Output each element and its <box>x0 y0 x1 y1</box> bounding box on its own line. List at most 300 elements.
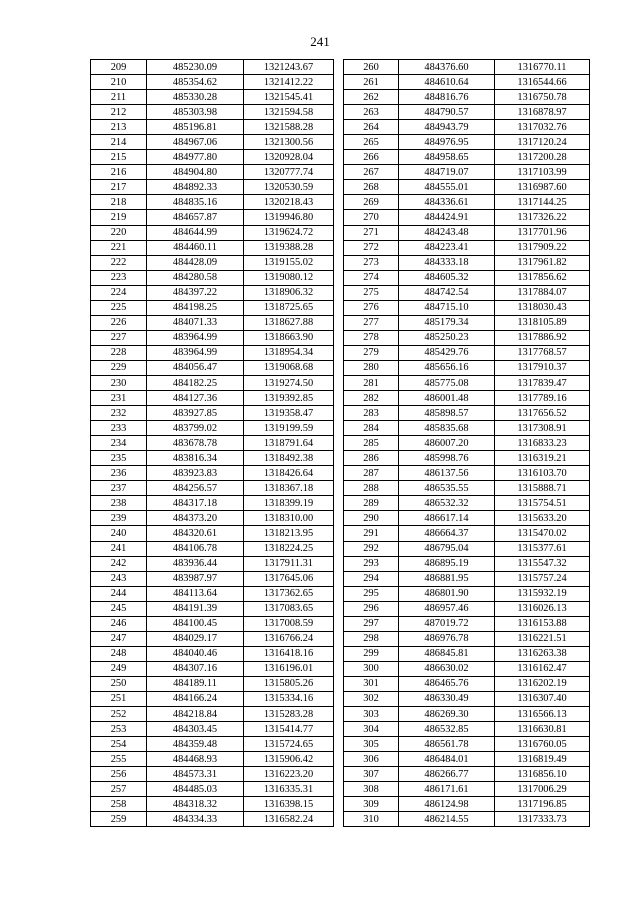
table-row <box>344 451 590 466</box>
table-row <box>344 436 590 451</box>
y-coordinate-cell: 1316307.40 <box>495 691 590 706</box>
table-row <box>91 616 334 631</box>
table-row <box>344 541 590 556</box>
point-number-cell: 229 <box>91 360 147 375</box>
table-row <box>344 270 590 285</box>
table-row <box>91 375 334 390</box>
y-coordinate-cell: 1316263.38 <box>495 646 590 661</box>
table-row <box>91 391 334 406</box>
point-number-cell: 297 <box>344 616 399 631</box>
y-coordinate-cell: 1317886.92 <box>495 330 590 345</box>
table-row <box>344 135 590 150</box>
table-row <box>91 90 334 105</box>
point-number-cell: 227 <box>91 330 147 345</box>
y-coordinate-cell: 1318310.00 <box>244 511 334 526</box>
table-row <box>91 240 334 255</box>
table-row <box>344 285 590 300</box>
table-row <box>91 451 334 466</box>
point-number-cell: 247 <box>91 631 147 646</box>
x-coordinate-cell: 484644.99 <box>147 225 244 240</box>
x-coordinate-cell: 485303.98 <box>147 105 244 120</box>
y-coordinate-cell: 1317362.65 <box>244 586 334 601</box>
x-coordinate-cell: 484280.58 <box>147 270 244 285</box>
y-coordinate-cell: 1316221.51 <box>495 631 590 646</box>
table-row <box>91 436 334 451</box>
table-row <box>344 496 590 511</box>
point-number-cell: 265 <box>344 135 399 150</box>
point-number-cell: 276 <box>344 300 399 315</box>
y-coordinate-cell: 1317006.29 <box>495 782 590 797</box>
table-row <box>91 556 334 571</box>
table-row <box>344 300 590 315</box>
point-number-cell: 308 <box>344 782 399 797</box>
point-number-cell: 270 <box>344 210 399 225</box>
point-number-cell: 260 <box>344 60 399 75</box>
x-coordinate-cell: 484333.18 <box>399 255 495 270</box>
table-row <box>344 752 590 767</box>
y-coordinate-cell: 1321545.41 <box>244 90 334 105</box>
y-coordinate-cell: 1316398.15 <box>244 797 334 812</box>
x-coordinate-cell: 484719.07 <box>399 165 495 180</box>
x-coordinate-cell: 484317.18 <box>147 496 244 511</box>
x-coordinate-cell: 484460.11 <box>147 240 244 255</box>
y-coordinate-cell: 1318954.34 <box>244 345 334 360</box>
y-coordinate-cell: 1317032.76 <box>495 120 590 135</box>
table-row <box>91 150 334 165</box>
x-coordinate-cell: 484397.22 <box>147 285 244 300</box>
table-row <box>91 481 334 496</box>
point-number-cell: 236 <box>91 466 147 481</box>
point-number-cell: 225 <box>91 300 147 315</box>
x-coordinate-cell: 485179.34 <box>399 315 495 330</box>
point-number-cell: 255 <box>91 752 147 767</box>
point-number-cell: 217 <box>91 180 147 195</box>
point-number-cell: 285 <box>344 436 399 451</box>
point-number-cell: 241 <box>91 541 147 556</box>
y-coordinate-cell: 1315754.51 <box>495 496 590 511</box>
x-coordinate-cell: 483799.02 <box>147 421 244 436</box>
table-row <box>344 150 590 165</box>
table-row <box>91 285 334 300</box>
point-number-cell: 288 <box>344 481 399 496</box>
point-number-cell: 223 <box>91 270 147 285</box>
table-row <box>91 752 334 767</box>
y-coordinate-cell: 1316153.88 <box>495 616 590 631</box>
y-coordinate-cell: 1315377.61 <box>495 541 590 556</box>
x-coordinate-cell: 483964.99 <box>147 345 244 360</box>
table-row <box>91 496 334 511</box>
y-coordinate-cell: 1319199.59 <box>244 421 334 436</box>
coordinates-table-left <box>90 59 334 827</box>
y-coordinate-cell: 1317645.06 <box>244 571 334 586</box>
point-number-cell: 280 <box>344 360 399 375</box>
x-coordinate-cell: 485230.09 <box>147 60 244 75</box>
x-coordinate-cell: 484320.61 <box>147 526 244 541</box>
table-row <box>91 812 334 827</box>
table-row <box>91 195 334 210</box>
x-coordinate-cell: 484071.33 <box>147 315 244 330</box>
point-number-cell: 286 <box>344 451 399 466</box>
point-number-cell: 231 <box>91 391 147 406</box>
table-row <box>344 737 590 752</box>
point-number-cell: 302 <box>344 691 399 706</box>
table-row <box>344 616 590 631</box>
table-row <box>91 270 334 285</box>
y-coordinate-cell: 1315757.24 <box>495 571 590 586</box>
point-number-cell: 224 <box>91 285 147 300</box>
x-coordinate-cell: 483936.44 <box>147 556 244 571</box>
table-row <box>91 210 334 225</box>
point-number-cell: 262 <box>344 90 399 105</box>
point-number-cell: 309 <box>344 797 399 812</box>
point-number-cell: 275 <box>344 285 399 300</box>
x-coordinate-cell: 486795.04 <box>399 541 495 556</box>
point-number-cell: 253 <box>91 722 147 737</box>
x-coordinate-cell: 483964.99 <box>147 330 244 345</box>
y-coordinate-cell: 1316103.70 <box>495 466 590 481</box>
y-coordinate-cell: 1319274.50 <box>244 375 334 390</box>
x-coordinate-cell: 484359.48 <box>147 737 244 752</box>
y-coordinate-cell: 1317768.57 <box>495 345 590 360</box>
y-coordinate-cell: 1317083.65 <box>244 601 334 616</box>
x-coordinate-cell: 484166.24 <box>147 691 244 706</box>
point-number-cell: 246 <box>91 616 147 631</box>
table-row <box>344 571 590 586</box>
y-coordinate-cell: 1320777.74 <box>244 165 334 180</box>
x-coordinate-cell: 486532.32 <box>399 496 495 511</box>
y-coordinate-cell: 1315414.77 <box>244 722 334 737</box>
table-row <box>344 556 590 571</box>
y-coordinate-cell: 1316630.81 <box>495 722 590 737</box>
table-row <box>91 646 334 661</box>
x-coordinate-cell: 484334.33 <box>147 812 244 827</box>
point-number-cell: 278 <box>344 330 399 345</box>
y-coordinate-cell: 1315470.02 <box>495 526 590 541</box>
table-row <box>344 391 590 406</box>
x-coordinate-cell: 484977.80 <box>147 150 244 165</box>
point-number-cell: 209 <box>91 60 147 75</box>
y-coordinate-cell: 1316833.23 <box>495 436 590 451</box>
x-coordinate-cell: 484958.65 <box>399 150 495 165</box>
y-coordinate-cell: 1321243.67 <box>244 60 334 75</box>
point-number-cell: 279 <box>344 345 399 360</box>
point-number-cell: 282 <box>344 391 399 406</box>
x-coordinate-cell: 486801.90 <box>399 586 495 601</box>
y-coordinate-cell: 1316026.13 <box>495 601 590 616</box>
table-row <box>344 676 590 691</box>
y-coordinate-cell: 1317200.28 <box>495 150 590 165</box>
y-coordinate-cell: 1316335.31 <box>244 782 334 797</box>
x-coordinate-cell: 486845.81 <box>399 646 495 661</box>
x-coordinate-cell: 486957.46 <box>399 601 495 616</box>
point-number-cell: 245 <box>91 601 147 616</box>
table-row <box>91 105 334 120</box>
y-coordinate-cell: 1317961.82 <box>495 255 590 270</box>
y-coordinate-cell: 1315906.42 <box>244 752 334 767</box>
y-coordinate-cell: 1316196.01 <box>244 661 334 676</box>
y-coordinate-cell: 1316819.49 <box>495 752 590 767</box>
table-row <box>91 315 334 330</box>
point-number-cell: 289 <box>344 496 399 511</box>
point-number-cell: 271 <box>344 225 399 240</box>
table-row <box>91 165 334 180</box>
table-row <box>344 526 590 541</box>
y-coordinate-cell: 1316566.13 <box>495 707 590 722</box>
table-row <box>344 210 590 225</box>
y-coordinate-cell: 1321594.58 <box>244 105 334 120</box>
table-row <box>344 661 590 676</box>
point-number-cell: 219 <box>91 210 147 225</box>
y-coordinate-cell: 1319624.72 <box>244 225 334 240</box>
x-coordinate-cell: 485898.57 <box>399 406 495 421</box>
y-coordinate-cell: 1319068.68 <box>244 360 334 375</box>
x-coordinate-cell: 486465.76 <box>399 676 495 691</box>
table-row <box>344 90 590 105</box>
x-coordinate-cell: 484976.95 <box>399 135 495 150</box>
x-coordinate-cell: 484943.79 <box>399 120 495 135</box>
table-row <box>91 767 334 782</box>
table-row <box>91 421 334 436</box>
x-coordinate-cell: 486881.95 <box>399 571 495 586</box>
y-coordinate-cell: 1318399.19 <box>244 496 334 511</box>
y-coordinate-cell: 1316202.19 <box>495 676 590 691</box>
y-coordinate-cell: 1315547.32 <box>495 556 590 571</box>
point-number-cell: 274 <box>344 270 399 285</box>
x-coordinate-cell: 485196.81 <box>147 120 244 135</box>
table-row <box>344 195 590 210</box>
table-row <box>91 586 334 601</box>
y-coordinate-cell: 1317839.47 <box>495 375 590 390</box>
table-row <box>91 360 334 375</box>
x-coordinate-cell: 484485.03 <box>147 782 244 797</box>
point-number-cell: 310 <box>344 812 399 827</box>
table-row <box>91 737 334 752</box>
y-coordinate-cell: 1321588.28 <box>244 120 334 135</box>
y-coordinate-cell: 1318492.38 <box>244 451 334 466</box>
y-coordinate-cell: 1321412.22 <box>244 75 334 90</box>
table-row <box>344 466 590 481</box>
x-coordinate-cell: 484243.48 <box>399 225 495 240</box>
y-coordinate-cell: 1317884.07 <box>495 285 590 300</box>
y-coordinate-cell: 1317103.99 <box>495 165 590 180</box>
y-coordinate-cell: 1316223.20 <box>244 767 334 782</box>
y-coordinate-cell: 1318725.65 <box>244 300 334 315</box>
x-coordinate-cell: 486171.61 <box>399 782 495 797</box>
table-row <box>344 631 590 646</box>
table-row <box>91 300 334 315</box>
point-number-cell: 235 <box>91 451 147 466</box>
point-number-cell: 283 <box>344 406 399 421</box>
y-coordinate-cell: 1318791.64 <box>244 436 334 451</box>
point-number-cell: 233 <box>91 421 147 436</box>
x-coordinate-cell: 486976.78 <box>399 631 495 646</box>
point-number-cell: 238 <box>91 496 147 511</box>
x-coordinate-cell: 486269.30 <box>399 707 495 722</box>
y-coordinate-cell: 1317656.52 <box>495 406 590 421</box>
table-row <box>91 345 334 360</box>
point-number-cell: 214 <box>91 135 147 150</box>
point-number-cell: 218 <box>91 195 147 210</box>
x-coordinate-cell: 484835.16 <box>147 195 244 210</box>
point-number-cell: 243 <box>91 571 147 586</box>
x-coordinate-cell: 484790.57 <box>399 105 495 120</box>
table-row <box>344 345 590 360</box>
y-coordinate-cell: 1317120.24 <box>495 135 590 150</box>
y-coordinate-cell: 1316856.10 <box>495 767 590 782</box>
point-number-cell: 266 <box>344 150 399 165</box>
x-coordinate-cell: 484892.33 <box>147 180 244 195</box>
point-number-cell: 284 <box>344 421 399 436</box>
table-row <box>344 240 590 255</box>
table-row <box>344 60 590 75</box>
table-row <box>91 406 334 421</box>
point-number-cell: 281 <box>344 375 399 390</box>
point-number-cell: 307 <box>344 767 399 782</box>
x-coordinate-cell: 484189.11 <box>147 676 244 691</box>
point-number-cell: 242 <box>91 556 147 571</box>
x-coordinate-cell: 484100.45 <box>147 616 244 631</box>
point-number-cell: 263 <box>344 105 399 120</box>
x-coordinate-cell: 484182.25 <box>147 375 244 390</box>
table-row <box>91 135 334 150</box>
x-coordinate-cell: 484376.60 <box>399 60 495 75</box>
table-row <box>91 526 334 541</box>
y-coordinate-cell: 1318426.64 <box>244 466 334 481</box>
point-number-cell: 213 <box>91 120 147 135</box>
x-coordinate-cell: 485429.76 <box>399 345 495 360</box>
table-row <box>344 797 590 812</box>
point-number-cell: 292 <box>344 541 399 556</box>
table-row <box>91 707 334 722</box>
point-number-cell: 277 <box>344 315 399 330</box>
y-coordinate-cell: 1318663.90 <box>244 330 334 345</box>
point-number-cell: 249 <box>91 661 147 676</box>
point-number-cell: 252 <box>91 707 147 722</box>
y-coordinate-cell: 1315334.16 <box>244 691 334 706</box>
point-number-cell: 228 <box>91 345 147 360</box>
point-number-cell: 269 <box>344 195 399 210</box>
x-coordinate-cell: 486664.37 <box>399 526 495 541</box>
point-number-cell: 234 <box>91 436 147 451</box>
table-row <box>91 180 334 195</box>
y-coordinate-cell: 1316760.05 <box>495 737 590 752</box>
x-coordinate-cell: 485775.08 <box>399 375 495 390</box>
x-coordinate-cell: 484218.84 <box>147 707 244 722</box>
x-coordinate-cell: 485656.16 <box>399 360 495 375</box>
table-row <box>91 255 334 270</box>
x-coordinate-cell: 484555.01 <box>399 180 495 195</box>
x-coordinate-cell: 486630.02 <box>399 661 495 676</box>
x-coordinate-cell: 484318.32 <box>147 797 244 812</box>
point-number-cell: 273 <box>344 255 399 270</box>
table-row <box>91 661 334 676</box>
y-coordinate-cell: 1320928.04 <box>244 150 334 165</box>
point-number-cell: 305 <box>344 737 399 752</box>
table-row <box>91 571 334 586</box>
x-coordinate-cell: 484424.91 <box>399 210 495 225</box>
point-number-cell: 261 <box>344 75 399 90</box>
x-coordinate-cell: 484428.09 <box>147 255 244 270</box>
y-coordinate-cell: 1316987.60 <box>495 180 590 195</box>
x-coordinate-cell: 485330.28 <box>147 90 244 105</box>
x-coordinate-cell: 487019.72 <box>399 616 495 631</box>
point-number-cell: 251 <box>91 691 147 706</box>
table-row <box>91 225 334 240</box>
point-number-cell: 267 <box>344 165 399 180</box>
point-number-cell: 237 <box>91 481 147 496</box>
table-row <box>344 120 590 135</box>
y-coordinate-cell: 1315633.20 <box>495 511 590 526</box>
x-coordinate-cell: 484715.10 <box>399 300 495 315</box>
y-coordinate-cell: 1316770.11 <box>495 60 590 75</box>
point-number-cell: 254 <box>91 737 147 752</box>
table-row <box>344 511 590 526</box>
point-number-cell: 290 <box>344 511 399 526</box>
y-coordinate-cell: 1317701.96 <box>495 225 590 240</box>
point-number-cell: 216 <box>91 165 147 180</box>
y-coordinate-cell: 1319080.12 <box>244 270 334 285</box>
x-coordinate-cell: 483816.34 <box>147 451 244 466</box>
table-row <box>344 646 590 661</box>
y-coordinate-cell: 1320218.43 <box>244 195 334 210</box>
table-row <box>344 691 590 706</box>
point-number-cell: 287 <box>344 466 399 481</box>
point-number-cell: 303 <box>344 707 399 722</box>
x-coordinate-cell: 484106.78 <box>147 541 244 556</box>
x-coordinate-cell: 483923.83 <box>147 466 244 481</box>
point-number-cell: 244 <box>91 586 147 601</box>
table-row <box>344 421 590 436</box>
point-number-cell: 298 <box>344 631 399 646</box>
x-coordinate-cell: 486895.19 <box>399 556 495 571</box>
table-row <box>344 375 590 390</box>
x-coordinate-cell: 485835.68 <box>399 421 495 436</box>
x-coordinate-cell: 484373.20 <box>147 511 244 526</box>
x-coordinate-cell: 484468.93 <box>147 752 244 767</box>
point-number-cell: 306 <box>344 752 399 767</box>
y-coordinate-cell: 1317911.31 <box>244 556 334 571</box>
table-row <box>91 330 334 345</box>
y-coordinate-cell: 1317333.73 <box>495 812 590 827</box>
table-row <box>344 255 590 270</box>
y-coordinate-cell: 1315932.19 <box>495 586 590 601</box>
point-number-cell: 211 <box>91 90 147 105</box>
point-number-cell: 212 <box>91 105 147 120</box>
point-number-cell: 291 <box>344 526 399 541</box>
y-coordinate-cell: 1319155.02 <box>244 255 334 270</box>
point-number-cell: 259 <box>91 812 147 827</box>
y-coordinate-cell: 1317789.16 <box>495 391 590 406</box>
x-coordinate-cell: 486137.56 <box>399 466 495 481</box>
coordinates-table-right <box>343 59 590 827</box>
x-coordinate-cell: 484198.25 <box>147 300 244 315</box>
y-coordinate-cell: 1318906.32 <box>244 285 334 300</box>
table-row <box>91 511 334 526</box>
x-coordinate-cell: 486484.01 <box>399 752 495 767</box>
x-coordinate-cell: 486532.85 <box>399 722 495 737</box>
point-number-cell: 272 <box>344 240 399 255</box>
point-number-cell: 240 <box>91 526 147 541</box>
table-row <box>91 466 334 481</box>
table-row <box>344 75 590 90</box>
x-coordinate-cell: 483987.97 <box>147 571 244 586</box>
y-coordinate-cell: 1317196.85 <box>495 797 590 812</box>
x-coordinate-cell: 484040.46 <box>147 646 244 661</box>
y-coordinate-cell: 1315283.28 <box>244 707 334 722</box>
x-coordinate-cell: 485354.62 <box>147 75 244 90</box>
table-row <box>91 120 334 135</box>
x-coordinate-cell: 484256.57 <box>147 481 244 496</box>
